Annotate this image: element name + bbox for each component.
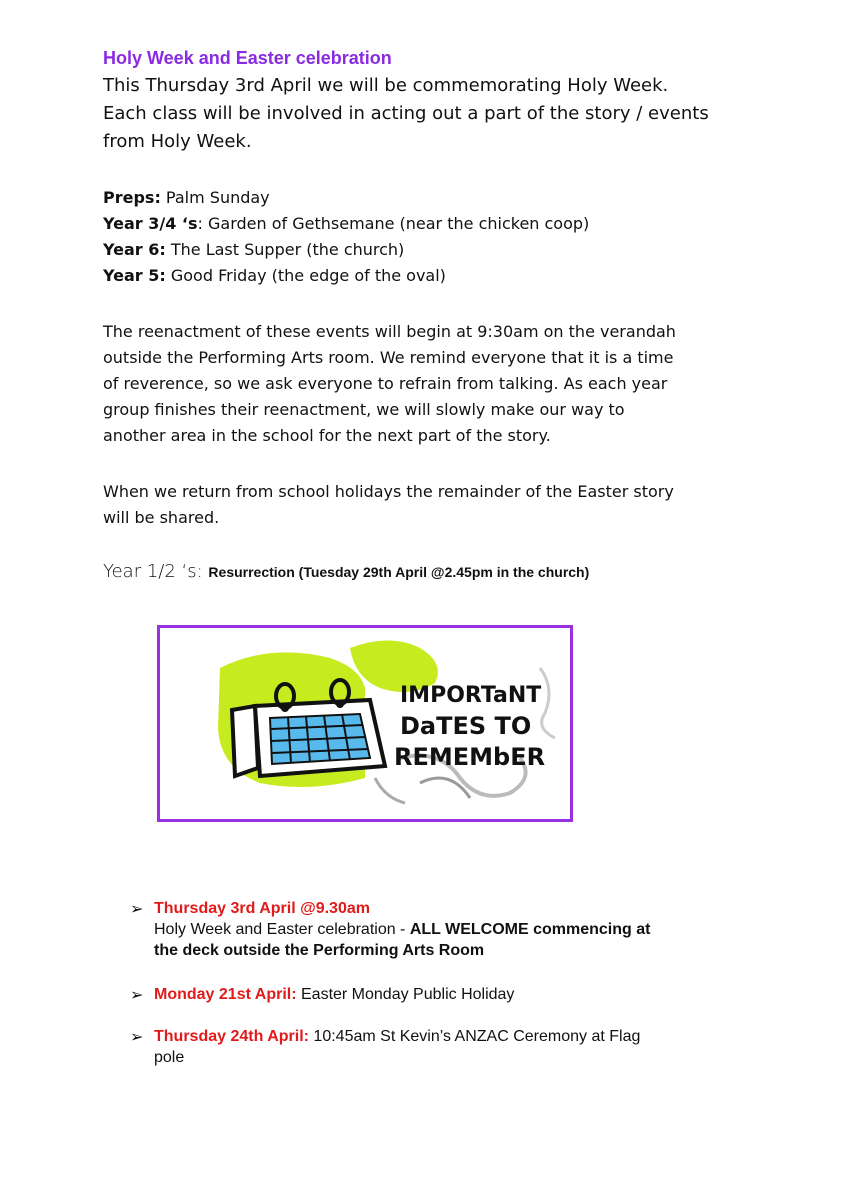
arrow-bullet-icon: ➢ <box>130 985 144 1004</box>
year-group-list <box>103 185 589 289</box>
date-item <box>130 1026 750 1068</box>
intro-line: from Holy Week. <box>103 131 252 152</box>
year-group-text: Good Friday (the edge of the oval) <box>165 266 446 285</box>
year-group-label: Year 3/4 ‘s <box>103 214 198 233</box>
date-text: 10:45am St Kevin’s ANZAC Ceremony at Flag <box>308 1028 641 1045</box>
paragraph-line: of reverence, so we ask everyone to refrain from talking. As each year <box>103 374 668 393</box>
year-group-text: : Garden of Gethsemane (near the chicken coop) <box>197 214 590 233</box>
banner-line: REMEMbER <box>394 743 546 771</box>
date-text: Easter Monday Public Holiday <box>296 986 515 1003</box>
holidays-paragraph <box>103 479 803 531</box>
paragraph-line: group finishes their reenactment, we will slowly make our way to <box>103 400 625 419</box>
banner-line: DaTES TO <box>400 712 532 740</box>
date-text: pole <box>154 1049 185 1066</box>
date-item <box>130 984 750 1005</box>
year-group-item <box>103 211 589 237</box>
date-text-bold: the deck outside the Performing Arts Room <box>154 942 485 959</box>
paragraph-line: another area in the school for the next part of the story. <box>103 426 551 445</box>
reenactment-paragraph <box>103 319 803 449</box>
date-text: Holy Week and Easter celebration - <box>154 921 410 938</box>
date-title: Thursday 24th April: <box>154 1028 309 1045</box>
arrow-bullet-icon: ➢ <box>130 1027 144 1046</box>
year-group-item <box>103 263 589 289</box>
date-text-bold: ALL WELCOME commencing at <box>409 921 651 938</box>
paragraph-line: will be shared. <box>103 508 220 527</box>
arrow-bullet-icon: ➢ <box>130 899 144 918</box>
intro-line: Each class will be involved in acting out a part of the story / events <box>103 103 709 124</box>
paragraph-line: The reenactment of these events will begin at 9:30am on the verandah <box>103 322 676 341</box>
year-group-item <box>103 237 589 263</box>
date-title: Monday 21st April: <box>154 986 297 1003</box>
year-group-label: Year 5: <box>103 266 166 285</box>
important-dates-banner <box>157 625 573 822</box>
date-item <box>130 898 750 961</box>
resurrection-label: Year 1/2 ‘s: <box>103 561 209 582</box>
year-group-text: The Last Supper (the church) <box>165 240 405 259</box>
intro-paragraph <box>103 72 803 156</box>
intro-line: This Thursday 3rd April we will be commemorating Holy Week. <box>103 75 669 96</box>
banner-line: IMPORTaNT <box>400 683 542 708</box>
paragraph-line: When we return from school holidays the remainder of the Easter story <box>103 482 674 501</box>
paragraph-line: outside the Performing Arts room. We remind everyone that it is a time <box>103 348 674 367</box>
year-group-label: Preps: <box>103 188 161 207</box>
date-title: Thursday 3rd April @9.30am <box>154 900 370 917</box>
resurrection-line <box>103 561 589 582</box>
banner-text <box>394 680 570 773</box>
year-group-label: Year 6: <box>103 240 166 259</box>
date-description <box>154 919 750 940</box>
year-group-text: Palm Sunday <box>160 188 270 207</box>
year-group-item <box>103 185 589 211</box>
resurrection-text: Resurrection (Tuesday 29th April @2.45pm in the church) <box>208 564 590 580</box>
section-heading: Holy Week and Easter celebration <box>103 48 392 68</box>
